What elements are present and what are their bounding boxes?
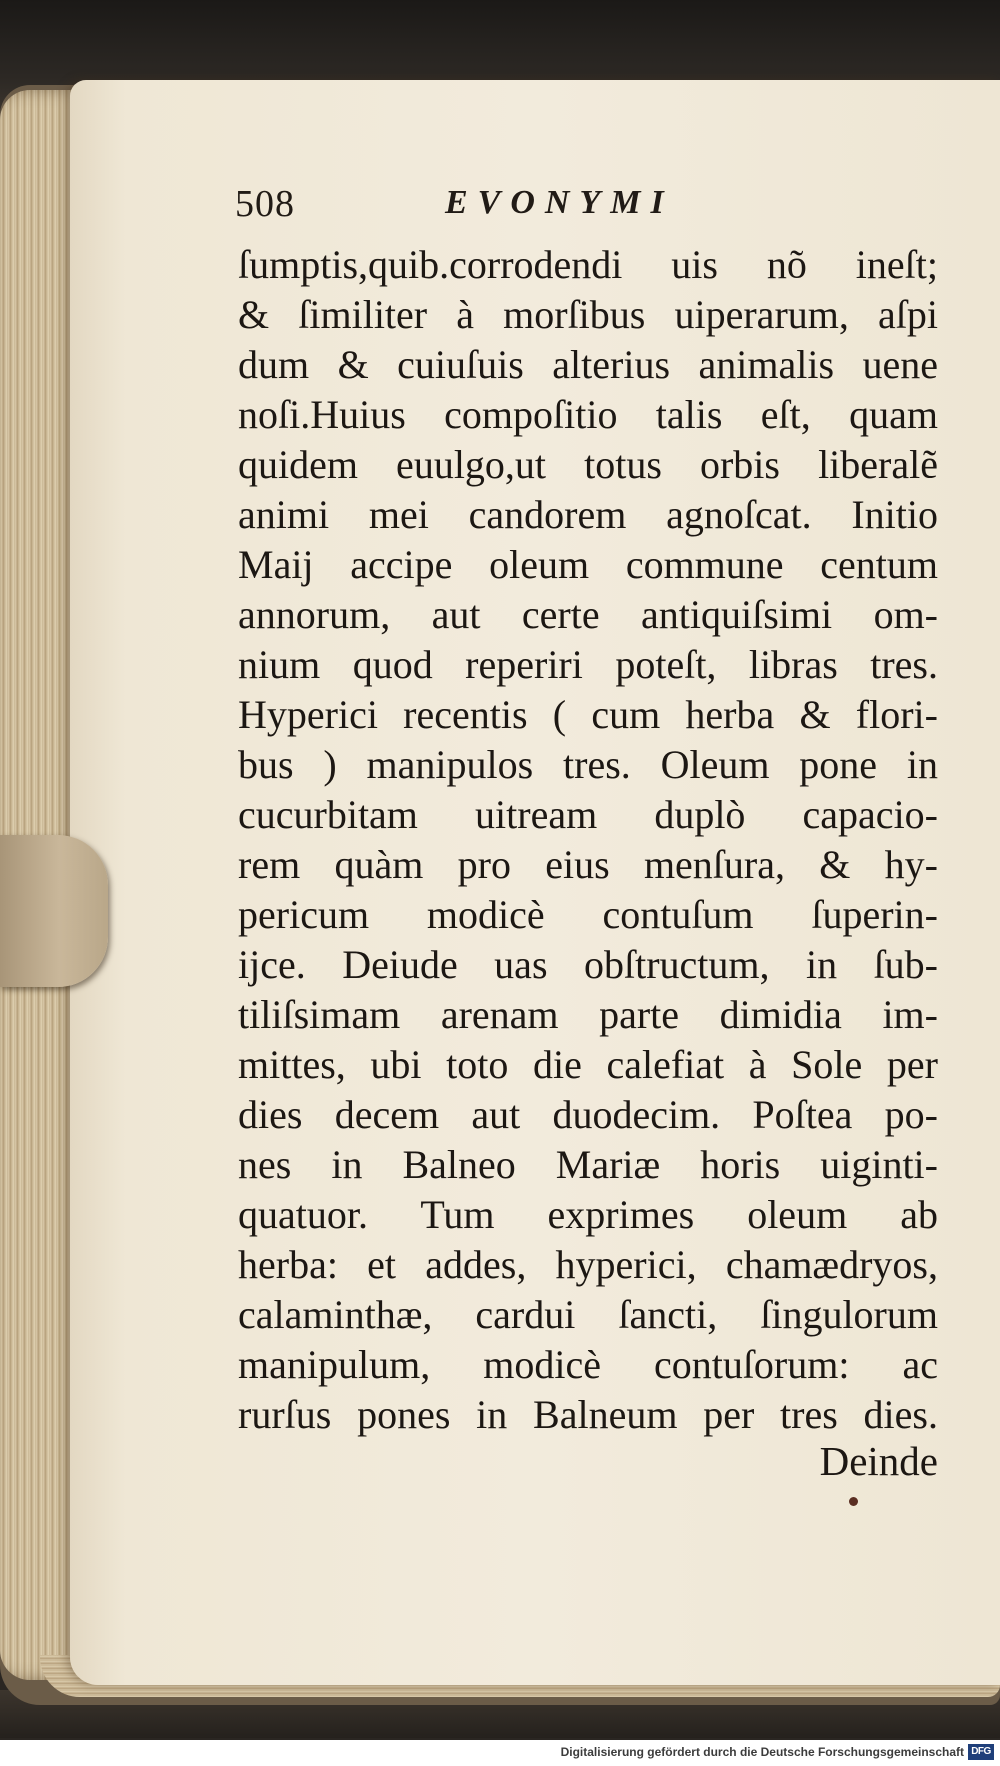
text-line: Hyperici recentis ( cum herba & flori- xyxy=(238,692,938,737)
text-line: quatuor. Tum exprimes oleum ab xyxy=(238,1192,938,1237)
ink-speck xyxy=(849,1497,858,1506)
text-line: tiliſsimam arenam parte dimidia im- xyxy=(238,992,938,1037)
page-number: 508 xyxy=(235,183,295,225)
text-line: quidem euulgo,ut totus orbis liberalẽ xyxy=(238,442,938,487)
text-line: ijce. Deiude uas obſtructum, in ſub- xyxy=(238,942,938,987)
text-line: annorum, aut certe antiquiſsimi om- xyxy=(238,592,938,637)
bookmark-strip xyxy=(0,835,108,987)
text-line: ſumptis,quib.corrodendi uis nõ ineſt; xyxy=(238,242,938,287)
text-line: & ſimiliter à morſibus uiperarum, aſpi xyxy=(238,292,938,337)
text-line: bus ) manipulos tres. Oleum pone in xyxy=(238,742,938,787)
dfg-logo: DFG xyxy=(968,1744,994,1760)
text-line: rurſus pones in Balneum per tres dies. xyxy=(238,1392,938,1437)
running-head: EVONYMI xyxy=(445,184,674,221)
footer-bar xyxy=(0,1740,1000,1766)
text-line: nes in Balneo Mariæ horis uiginti- xyxy=(238,1142,938,1187)
body-text xyxy=(238,240,938,1440)
text-line: pericum modicè contuſum ſuperin- xyxy=(238,892,938,937)
text-line: manipulum, modicè contuſorum: ac xyxy=(238,1342,938,1387)
text-line: Maij accipe oleum commune centum xyxy=(238,542,938,587)
text-line: noſi.Huius compoſitio talis eſt, quam xyxy=(238,392,938,437)
text-line: animi mei candorem agnoſcat. Initio xyxy=(238,492,938,537)
catchword: Deinde xyxy=(819,1438,938,1484)
text-line: cucurbitam uitream duplò capacio- xyxy=(238,792,938,837)
text-line: dies decem aut duodecim. Poſtea po- xyxy=(238,1092,938,1137)
text-line: nium quod reperiri poteſt, libras tres. xyxy=(238,642,938,687)
text-line: rem quàm pro eius menſura, & hy- xyxy=(238,842,938,887)
text-line: dum & cuiuſuis alterius animalis uene xyxy=(238,342,938,387)
text-line: mittes, ubi toto die calefiat à Sole per xyxy=(238,1042,938,1087)
page-header xyxy=(235,182,955,232)
text-line: herba: et addes, hyperici, chamædryos, xyxy=(238,1242,938,1287)
text-line: calaminthæ, cardui ſancti, ſingulorum xyxy=(238,1292,938,1337)
funding-credit: Digitalisierung gefördert durch die Deutsche Forschungsgemeinschaft xyxy=(560,1745,964,1759)
